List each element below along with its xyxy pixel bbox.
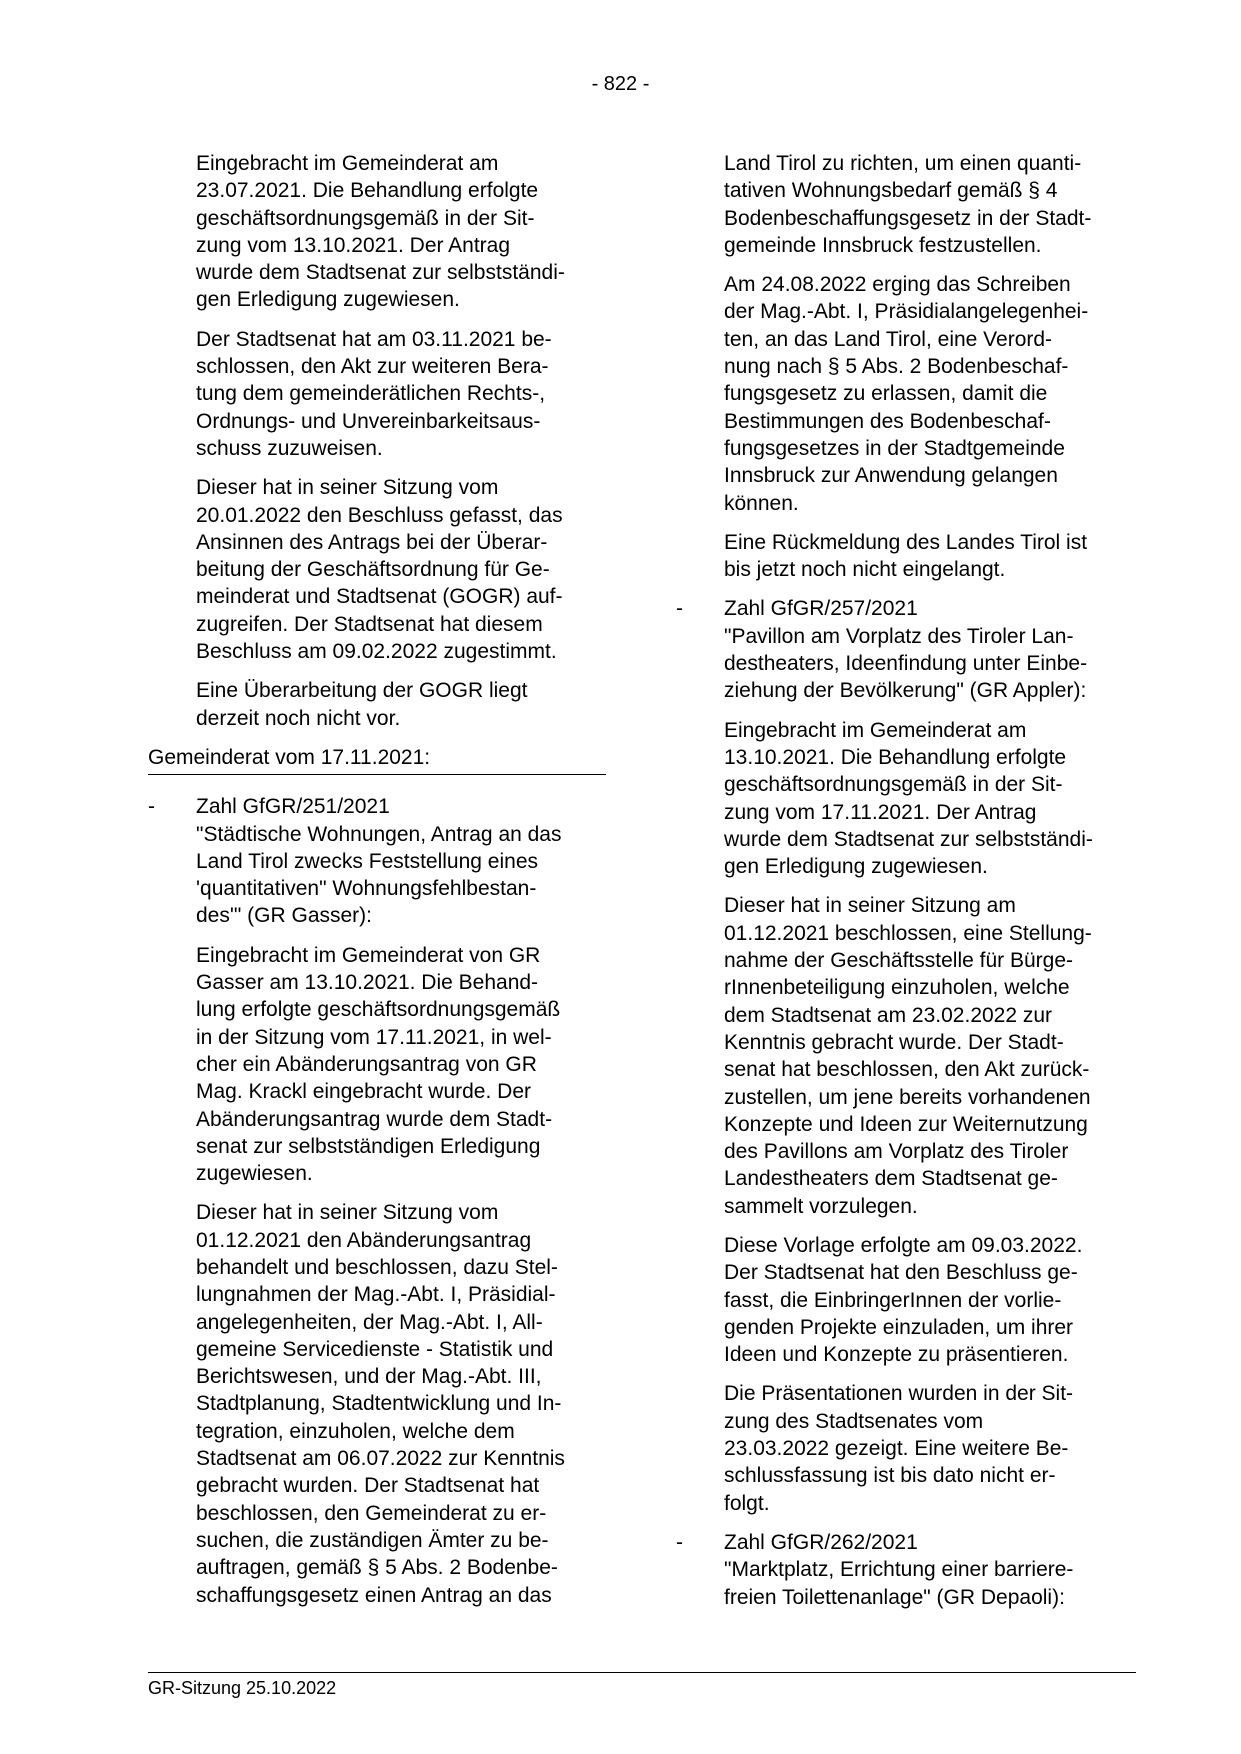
paragraph: Die Präsentationen wurden in der Sit- zung des Stadtsenates vom 23.03.2022 gezeigt. Eine weitere Be- schlussfassung ist bis dato nicht er- folgt.	[724, 1382, 1074, 1515]
right-column	[676, 150, 1136, 1623]
paragraph: Land Tirol zu richten, um einen quanti- tativen Wohnungsbedarf gemäß § 4 Bodenbeschaffungsgesetz in der Stadt- gemeinde Innsbruck festzustellen.	[724, 152, 1092, 257]
paragraph: Am 24.08.2022 erging das Schreiben der Mag.-Abt. I, Präsidialangelegenhei- ten, an das Land Tirol, eine Verord- nung nach § 5 Abs. 2 Bodenbeschaf- fungsgesetz zu erlassen, damit die Bestimmungen des Bodenbeschaf- fungsgesetzes in der Stadtgemeinde Innsbruck zur Anwendung gelangen können.	[724, 273, 1089, 515]
footer-text: GR-Sitzung 25.10.2022	[148, 1678, 337, 1698]
agenda-item-title: Zahl GfGR/257/2021 "Pavillon am Vorplatz des Tiroler Lan- destheaters, Ideenfindung unter Einbe- ziehung der Bevölkerung" (GR Appler):	[724, 597, 1088, 703]
agenda-item-title: Zahl GfGR/251/2021 "Städtische Wohnungen, Antrag an das Land Tirol zwecks Feststellung eines 'quantitativen" Wohnungsfehlbestan- des'" (GR Gasser):	[196, 795, 562, 928]
paragraph: Eine Rückmeldung des Landes Tirol ist bis jetzt noch nicht eingelangt.	[724, 530, 1088, 582]
list-dash: -	[148, 795, 155, 819]
list-dash: -	[676, 597, 683, 621]
paragraph: Dieser hat in seiner Sitzung am 01.12.2021 beschlossen, eine Stellung- nahme der Geschäftsstelle für Bürge- rInnenbeteiligung einzuholen, welche dem Stadtsenat am 23.02.2022 zur Kenntnis gebracht wurde. Der Stadt- senat hat beschlossen, den Akt zurück- zustellen, um jene bereits vorhandenen Konzepte und Ideen zur Weiternutzung des Pavillons am Vorplatz des Tiroler Landestheaters dem Stadtsenat ge- sammelt vorzulegen.	[724, 894, 1092, 1218]
paragraph: Der Stadtsenat hat am 03.11.2021 be- schlossen, den Akt zur weiteren Bera- tung dem gemeinderätlichen Rechts-, Ordnungs- und Unvereinbarkeitsaus- schuss zuzuweisen.	[196, 327, 552, 460]
paragraph: Diese Vorlage erfolgte am 09.03.2022. Der Stadtsenat hat den Beschluss ge- fasst, die EinbringerInnen der vorlie- genden Projekte einzuladen, um ihrer Ideen und Konzepte zu präsentieren.	[724, 1233, 1083, 1367]
left-column	[148, 150, 606, 1621]
agenda-item	[676, 1529, 1136, 1611]
agenda-item-title: Zahl GfGR/262/2021 "Marktplatz, Errichtung einer barriere- freien Toilettenanlage" (GR Depaoli):	[724, 1530, 1074, 1609]
list-dash: -	[676, 1530, 683, 1554]
paragraph: Dieser hat in seiner Sitzung vom 01.12.2021 den Abänderungsantrag behandelt und beschlossen, dazu Stel- lungnahmen der Mag.-Abt. I, Präsidial- angelegenheiten, der Mag.-Abt. I, All- gemeine Servicedienste - Statistik und Berichtswesen, und der Mag.-Abt. III, Stadtplanung, Stadtentwicklung und In- tegration, einzuholen, welche dem Stadtsenat am 06.07.2022 zur Kenntnis gebracht wurden. Der Stadtsenat hat beschlossen, den Gemeinderat zu er- suchen, die zuständigen Ämter zu be- auftragen, gemäß § 5 Abs. 2 Bodenbe- schaffungsgesetz einen Antrag an das	[196, 1201, 565, 1607]
page-number: - 822 -	[591, 73, 650, 95]
paragraph: Dieser hat in seiner Sitzung vom 20.01.2022 den Beschluss gefasst, das Ansinnen des Antrags bei der Überar- beitung der Geschäftsordnung für Ge- meinderat und Stadtsenat (GOGR) auf- zugreifen. Der Stadtsenat hat diesem Beschluss am 09.02.2022 zugestimmt.	[196, 476, 563, 664]
footer-divider	[148, 1672, 1136, 1673]
section-heading: Gemeinderat vom 17.11.2021:	[148, 744, 606, 775]
paragraph: Eine Überarbeitung der GOGR liegt derzeit noch nicht vor.	[196, 679, 528, 730]
paragraph: Eingebracht im Gemeinderat von GR Gasser am 13.10.2021. Die Behand- lung erfolgte geschäftsordnungsgemäß in der Sitzung vom 17.11.2021, in wel- cher ein Abänderungsantrag von GR Mag. Krackl eingebracht wurde. Der Abänderungsantrag wurde dem Stadt- senat zur selbstständigen Erledigung zugewiesen.	[196, 943, 561, 1186]
agenda-item	[676, 595, 1136, 704]
paragraph: Eingebracht im Gemeinderat am 13.10.2021. Die Behandlung erfolgte geschäftsordnungsgemäß in der Sit- zung vom 17.11.2021. Der Antrag wurde dem Stadtsenat zur selbstständi- gen Erledigung zugewiesen.	[724, 718, 1093, 879]
agenda-item	[148, 793, 606, 929]
paragraph: Eingebracht im Gemeinderat am 23.07.2021. Die Behandlung erfolgte geschäftsordnungsgemäß in der Sit- zung vom 13.10.2021. Der Antrag wurde dem Stadtsenat zur selbstständi- gen Erledigung zugewiesen.	[196, 152, 565, 312]
